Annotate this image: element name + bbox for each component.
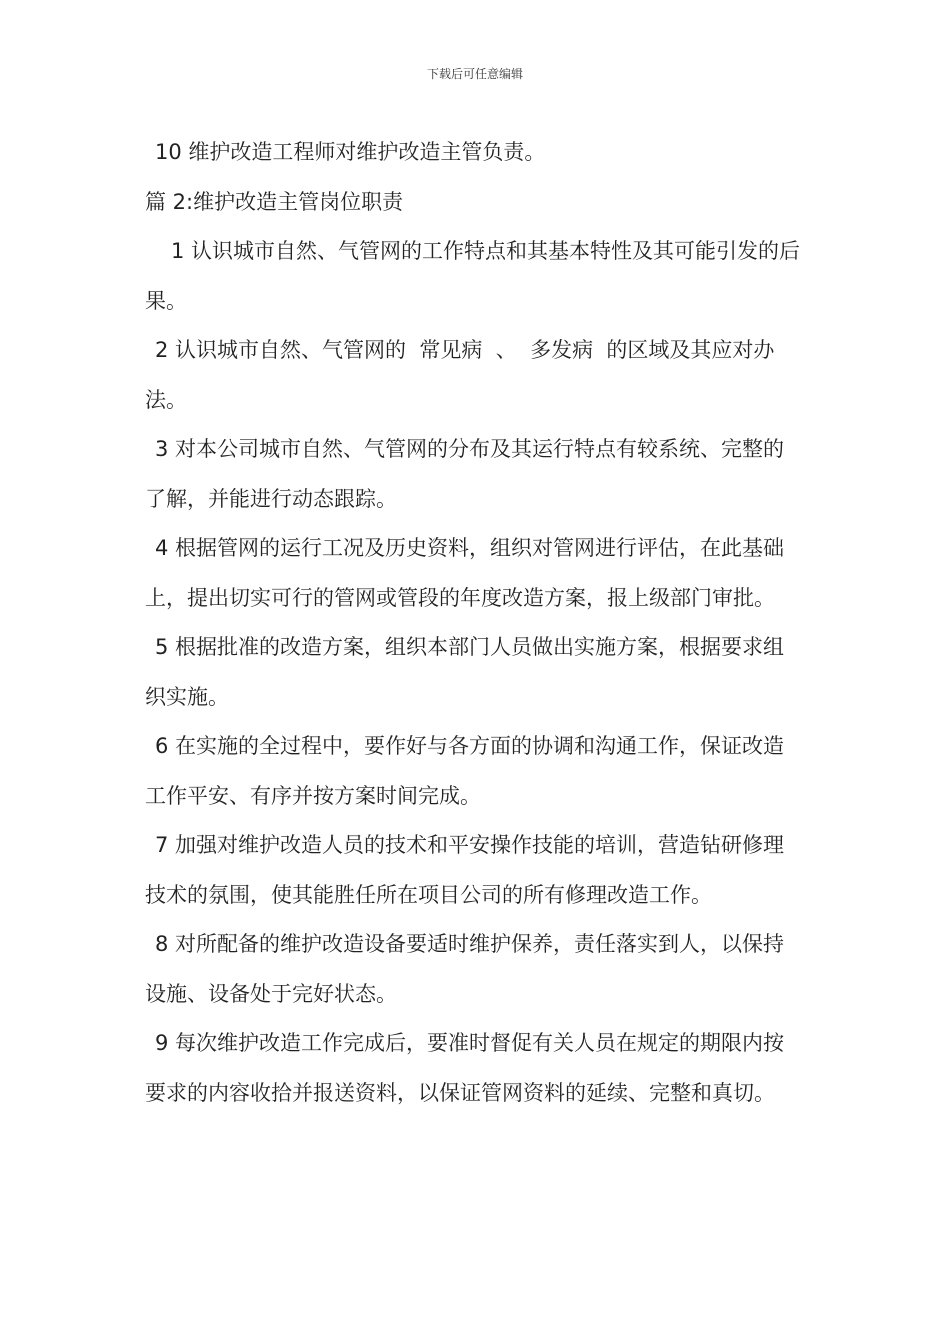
paragraph-item-8: 8 对所配备的维护改造设备要适时维护保养，责任落实到人，以保持设施、设备处于完好状态。 [145,932,785,1006]
paragraph-item-3: 3 对本公司城市自然、气管网的分布及其运行特点有较系统、完整的了解，并能进行动态跟踪。 [145,437,785,511]
document-body [145,128,805,1118]
paragraph-item-7: 7 加强对维护改造人员的技术和平安操作技能的培训，营造钻研修理技术的氛围，使其能胜任所在项目公司的所有修理改造工作。 [145,833,785,907]
paragraph-item-9: 9 每次维护改造工作完成后，要准时督促有关人员在规定的期限内按要求的内容收拾并报送资料，以保证管网资料的延续、完整和真切。 [145,1031,785,1105]
paragraph-item-10: 10 维护改造工程师对维护改造主管负责。 [155,140,546,164]
page-header: 下载后可任意编辑 [426,67,523,81]
paragraph-item-5: 5 根据批准的改造方案，组织本部门人员做出实施方案，根据要求组织实施。 [145,635,785,709]
section-heading: 篇 2:维护改造主管岗位职责 [145,189,404,214]
paragraph-item-1: 1 认识城市自然、气管网的工作特点和其基本特性及其可能引发的后果。 [145,239,801,313]
paragraph-item-2: 2 认识城市自然、气管网的 常见病 、 多发病 的区域及其应对办法。 [145,338,775,412]
paragraph-item-4: 4 根据管网的运行工况及历史资料，组织对管网进行评估，在此基础上，提出切实可行的管网或管段的年度改造方案，报上级部门审批。 [145,536,785,610]
paragraph-item-6: 6 在实施的全过程中，要作好与各方面的协调和沟通工作，保证改造工作平安、有序并按方案时间完成。 [145,734,785,808]
